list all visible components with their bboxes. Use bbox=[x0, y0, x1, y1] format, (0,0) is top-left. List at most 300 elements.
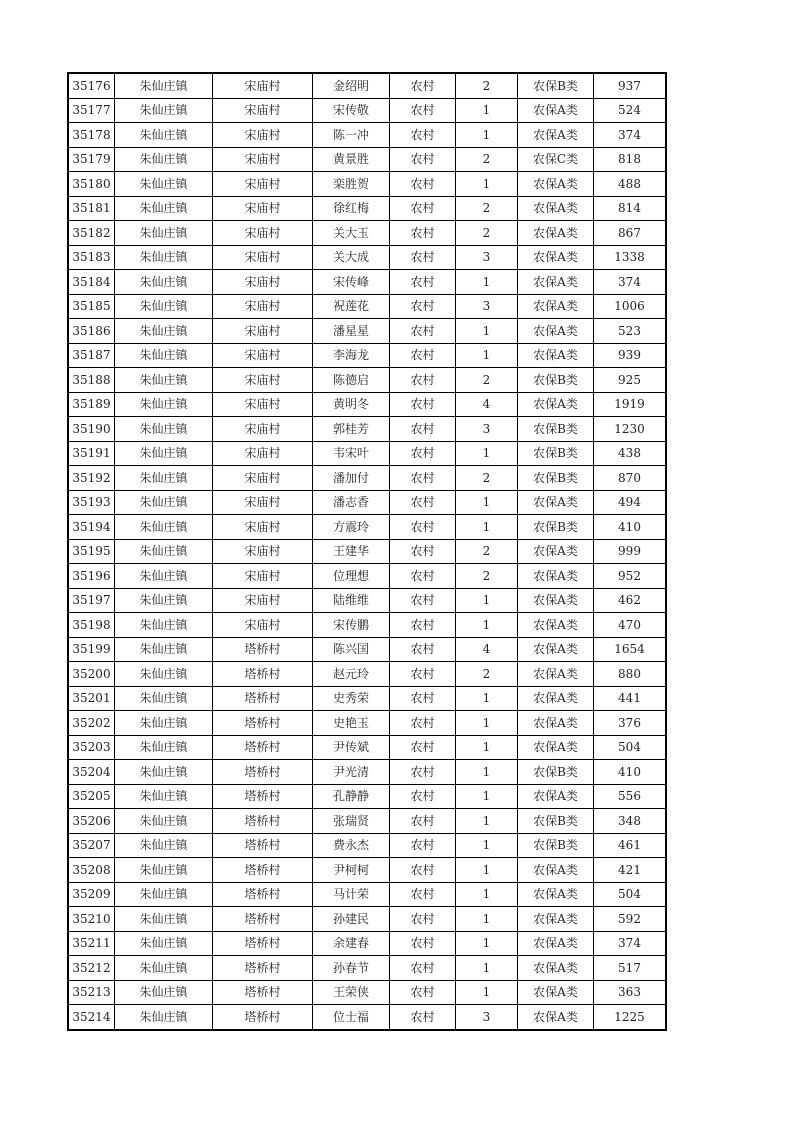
name-cell: 韦宋叶 bbox=[313, 441, 390, 466]
table-row bbox=[68, 196, 666, 221]
household-size-cell: 1 bbox=[456, 882, 518, 907]
table-row bbox=[68, 858, 666, 883]
table-row bbox=[68, 270, 666, 295]
table-row bbox=[68, 123, 666, 148]
insurance-type-cell: 农保A类 bbox=[518, 1005, 594, 1030]
insurance-type-cell: 农保A类 bbox=[518, 907, 594, 932]
name-cell: 王建华 bbox=[313, 539, 390, 564]
name-cell: 潘加付 bbox=[313, 466, 390, 491]
area-type-cell: 农村 bbox=[390, 392, 456, 417]
household-size-cell: 1 bbox=[456, 735, 518, 760]
insurance-type-cell: 农保A类 bbox=[518, 270, 594, 295]
town-cell: 朱仙庄镇 bbox=[115, 784, 213, 809]
amount-cell: 1338 bbox=[594, 245, 667, 270]
area-type-cell: 农村 bbox=[390, 882, 456, 907]
household-size-cell: 1 bbox=[456, 931, 518, 956]
name-cell: 史艳玉 bbox=[313, 711, 390, 736]
village-cell: 塔桥村 bbox=[213, 637, 313, 662]
area-type-cell: 农村 bbox=[390, 123, 456, 148]
village-cell: 塔桥村 bbox=[213, 711, 313, 736]
household-size-cell: 1 bbox=[456, 319, 518, 344]
village-cell: 塔桥村 bbox=[213, 907, 313, 932]
household-size-cell: 1 bbox=[456, 588, 518, 613]
amount-cell: 524 bbox=[594, 98, 667, 123]
area-type-cell: 农村 bbox=[390, 760, 456, 785]
amount-cell: 556 bbox=[594, 784, 667, 809]
amount-cell: 870 bbox=[594, 466, 667, 491]
town-cell: 朱仙庄镇 bbox=[115, 637, 213, 662]
name-cell: 金绍明 bbox=[313, 73, 390, 98]
household-size-cell: 1 bbox=[456, 784, 518, 809]
name-cell: 关大玉 bbox=[313, 221, 390, 246]
insurance-type-cell: 农保A类 bbox=[518, 392, 594, 417]
town-cell: 朱仙庄镇 bbox=[115, 760, 213, 785]
name-cell: 关大成 bbox=[313, 245, 390, 270]
area-type-cell: 农村 bbox=[390, 147, 456, 172]
area-type-cell: 农村 bbox=[390, 319, 456, 344]
insurance-type-cell: 农保A类 bbox=[518, 662, 594, 687]
household-size-cell: 2 bbox=[456, 564, 518, 589]
serial-number-cell: 35192 bbox=[68, 466, 115, 491]
town-cell: 朱仙庄镇 bbox=[115, 123, 213, 148]
name-cell: 陈兴国 bbox=[313, 637, 390, 662]
amount-cell: 818 bbox=[594, 147, 667, 172]
table-row bbox=[68, 784, 666, 809]
village-cell: 宋庙村 bbox=[213, 343, 313, 368]
area-type-cell: 农村 bbox=[390, 221, 456, 246]
town-cell: 朱仙庄镇 bbox=[115, 147, 213, 172]
insurance-type-cell: 农保A类 bbox=[518, 564, 594, 589]
amount-cell: 999 bbox=[594, 539, 667, 564]
serial-number-cell: 35194 bbox=[68, 515, 115, 540]
area-type-cell: 农村 bbox=[390, 833, 456, 858]
household-size-cell: 1 bbox=[456, 760, 518, 785]
area-type-cell: 农村 bbox=[390, 441, 456, 466]
name-cell: 陈德启 bbox=[313, 368, 390, 393]
table-row bbox=[68, 613, 666, 638]
table-row bbox=[68, 637, 666, 662]
table-row bbox=[68, 1005, 666, 1030]
serial-number-cell: 35214 bbox=[68, 1005, 115, 1030]
table-row bbox=[68, 466, 666, 491]
household-size-cell: 1 bbox=[456, 515, 518, 540]
serial-number-cell: 35208 bbox=[68, 858, 115, 883]
town-cell: 朱仙庄镇 bbox=[115, 539, 213, 564]
table-row bbox=[68, 319, 666, 344]
village-cell: 塔桥村 bbox=[213, 760, 313, 785]
insurance-type-cell: 农保B类 bbox=[518, 441, 594, 466]
village-cell: 塔桥村 bbox=[213, 833, 313, 858]
town-cell: 朱仙庄镇 bbox=[115, 833, 213, 858]
village-cell: 宋庙村 bbox=[213, 319, 313, 344]
amount-cell: 952 bbox=[594, 564, 667, 589]
household-size-cell: 2 bbox=[456, 466, 518, 491]
household-size-cell: 1 bbox=[456, 613, 518, 638]
insurance-type-cell: 农保A类 bbox=[518, 588, 594, 613]
serial-number-cell: 35213 bbox=[68, 980, 115, 1005]
table-row bbox=[68, 956, 666, 981]
village-cell: 宋庙村 bbox=[213, 196, 313, 221]
insurance-type-cell: 农保A类 bbox=[518, 319, 594, 344]
insurance-type-cell: 农保A类 bbox=[518, 711, 594, 736]
serial-number-cell: 35178 bbox=[68, 123, 115, 148]
area-type-cell: 农村 bbox=[390, 588, 456, 613]
name-cell: 尹光清 bbox=[313, 760, 390, 785]
insurance-type-cell: 农保A类 bbox=[518, 784, 594, 809]
table-row bbox=[68, 539, 666, 564]
table-row bbox=[68, 515, 666, 540]
serial-number-cell: 35206 bbox=[68, 809, 115, 834]
town-cell: 朱仙庄镇 bbox=[115, 662, 213, 687]
amount-cell: 925 bbox=[594, 368, 667, 393]
household-size-cell: 1 bbox=[456, 809, 518, 834]
village-cell: 塔桥村 bbox=[213, 686, 313, 711]
amount-cell: 410 bbox=[594, 515, 667, 540]
household-size-cell: 3 bbox=[456, 245, 518, 270]
area-type-cell: 农村 bbox=[390, 368, 456, 393]
area-type-cell: 农村 bbox=[390, 98, 456, 123]
amount-cell: 592 bbox=[594, 907, 667, 932]
serial-number-cell: 35191 bbox=[68, 441, 115, 466]
insurance-type-cell: 农保B类 bbox=[518, 809, 594, 834]
serial-number-cell: 35187 bbox=[68, 343, 115, 368]
insurance-type-cell: 农保A类 bbox=[518, 196, 594, 221]
village-cell: 宋庙村 bbox=[213, 245, 313, 270]
area-type-cell: 农村 bbox=[390, 196, 456, 221]
serial-number-cell: 35179 bbox=[68, 147, 115, 172]
village-cell: 宋庙村 bbox=[213, 147, 313, 172]
serial-number-cell: 35200 bbox=[68, 662, 115, 687]
insurance-type-cell: 农保A类 bbox=[518, 931, 594, 956]
serial-number-cell: 35199 bbox=[68, 637, 115, 662]
town-cell: 朱仙庄镇 bbox=[115, 735, 213, 760]
household-size-cell: 4 bbox=[456, 637, 518, 662]
serial-number-cell: 35209 bbox=[68, 882, 115, 907]
table-row bbox=[68, 98, 666, 123]
amount-cell: 462 bbox=[594, 588, 667, 613]
amount-cell: 1919 bbox=[594, 392, 667, 417]
serial-number-cell: 35181 bbox=[68, 196, 115, 221]
village-cell: 塔桥村 bbox=[213, 858, 313, 883]
table-body bbox=[68, 73, 666, 1030]
amount-cell: 374 bbox=[594, 270, 667, 295]
serial-number-cell: 35180 bbox=[68, 172, 115, 197]
town-cell: 朱仙庄镇 bbox=[115, 490, 213, 515]
name-cell: 孔静静 bbox=[313, 784, 390, 809]
name-cell: 栾胜贺 bbox=[313, 172, 390, 197]
household-size-cell: 1 bbox=[456, 172, 518, 197]
area-type-cell: 农村 bbox=[390, 73, 456, 98]
name-cell: 王荣侠 bbox=[313, 980, 390, 1005]
village-cell: 塔桥村 bbox=[213, 882, 313, 907]
village-cell: 塔桥村 bbox=[213, 809, 313, 834]
name-cell: 尹传斌 bbox=[313, 735, 390, 760]
serial-number-cell: 35197 bbox=[68, 588, 115, 613]
household-size-cell: 1 bbox=[456, 711, 518, 736]
amount-cell: 1230 bbox=[594, 417, 667, 442]
insurance-type-cell: 农保A类 bbox=[518, 490, 594, 515]
household-size-cell: 1 bbox=[456, 907, 518, 932]
name-cell: 宋传峰 bbox=[313, 270, 390, 295]
village-cell: 宋庙村 bbox=[213, 588, 313, 613]
area-type-cell: 农村 bbox=[390, 490, 456, 515]
town-cell: 朱仙庄镇 bbox=[115, 368, 213, 393]
name-cell: 祝莲花 bbox=[313, 294, 390, 319]
area-type-cell: 农村 bbox=[390, 809, 456, 834]
amount-cell: 523 bbox=[594, 319, 667, 344]
area-type-cell: 农村 bbox=[390, 270, 456, 295]
amount-cell: 937 bbox=[594, 73, 667, 98]
area-type-cell: 农村 bbox=[390, 172, 456, 197]
name-cell: 孙春节 bbox=[313, 956, 390, 981]
amount-cell: 1006 bbox=[594, 294, 667, 319]
name-cell: 位理想 bbox=[313, 564, 390, 589]
village-cell: 塔桥村 bbox=[213, 931, 313, 956]
town-cell: 朱仙庄镇 bbox=[115, 931, 213, 956]
area-type-cell: 农村 bbox=[390, 1005, 456, 1030]
table-row bbox=[68, 882, 666, 907]
serial-number-cell: 35188 bbox=[68, 368, 115, 393]
household-size-cell: 3 bbox=[456, 294, 518, 319]
household-size-cell: 2 bbox=[456, 662, 518, 687]
amount-cell: 438 bbox=[594, 441, 667, 466]
amount-cell: 374 bbox=[594, 931, 667, 956]
name-cell: 方震玲 bbox=[313, 515, 390, 540]
serial-number-cell: 35193 bbox=[68, 490, 115, 515]
amount-cell: 814 bbox=[594, 196, 667, 221]
insurance-type-cell: 农保B类 bbox=[518, 73, 594, 98]
table-row bbox=[68, 588, 666, 613]
table-row bbox=[68, 735, 666, 760]
town-cell: 朱仙庄镇 bbox=[115, 73, 213, 98]
data-table bbox=[67, 72, 667, 1031]
table-row bbox=[68, 392, 666, 417]
area-type-cell: 农村 bbox=[390, 662, 456, 687]
table-row bbox=[68, 980, 666, 1005]
name-cell: 孙建民 bbox=[313, 907, 390, 932]
amount-cell: 488 bbox=[594, 172, 667, 197]
name-cell: 黄明冬 bbox=[313, 392, 390, 417]
table-row bbox=[68, 441, 666, 466]
area-type-cell: 农村 bbox=[390, 245, 456, 270]
serial-number-cell: 35196 bbox=[68, 564, 115, 589]
town-cell: 朱仙庄镇 bbox=[115, 1005, 213, 1030]
household-size-cell: 3 bbox=[456, 1005, 518, 1030]
village-cell: 宋庙村 bbox=[213, 490, 313, 515]
town-cell: 朱仙庄镇 bbox=[115, 515, 213, 540]
household-size-cell: 1 bbox=[456, 490, 518, 515]
table-row bbox=[68, 147, 666, 172]
village-cell: 宋庙村 bbox=[213, 123, 313, 148]
town-cell: 朱仙庄镇 bbox=[115, 294, 213, 319]
name-cell: 史秀荣 bbox=[313, 686, 390, 711]
area-type-cell: 农村 bbox=[390, 466, 456, 491]
serial-number-cell: 35176 bbox=[68, 73, 115, 98]
insurance-type-cell: 农保C类 bbox=[518, 147, 594, 172]
household-size-cell: 1 bbox=[456, 343, 518, 368]
name-cell: 赵元玲 bbox=[313, 662, 390, 687]
area-type-cell: 农村 bbox=[390, 515, 456, 540]
household-size-cell: 2 bbox=[456, 368, 518, 393]
town-cell: 朱仙庄镇 bbox=[115, 711, 213, 736]
town-cell: 朱仙庄镇 bbox=[115, 686, 213, 711]
area-type-cell: 农村 bbox=[390, 417, 456, 442]
serial-number-cell: 35202 bbox=[68, 711, 115, 736]
town-cell: 朱仙庄镇 bbox=[115, 417, 213, 442]
serial-number-cell: 35203 bbox=[68, 735, 115, 760]
insurance-type-cell: 农保A类 bbox=[518, 686, 594, 711]
table-row bbox=[68, 711, 666, 736]
area-type-cell: 农村 bbox=[390, 686, 456, 711]
table-row bbox=[68, 73, 666, 98]
town-cell: 朱仙庄镇 bbox=[115, 588, 213, 613]
amount-cell: 867 bbox=[594, 221, 667, 246]
amount-cell: 470 bbox=[594, 613, 667, 638]
insurance-type-cell: 农保A类 bbox=[518, 637, 594, 662]
area-type-cell: 农村 bbox=[390, 343, 456, 368]
serial-number-cell: 35185 bbox=[68, 294, 115, 319]
area-type-cell: 农村 bbox=[390, 735, 456, 760]
table-row bbox=[68, 931, 666, 956]
area-type-cell: 农村 bbox=[390, 613, 456, 638]
town-cell: 朱仙庄镇 bbox=[115, 564, 213, 589]
town-cell: 朱仙庄镇 bbox=[115, 270, 213, 295]
name-cell: 郭桂芳 bbox=[313, 417, 390, 442]
town-cell: 朱仙庄镇 bbox=[115, 98, 213, 123]
household-size-cell: 2 bbox=[456, 196, 518, 221]
area-type-cell: 农村 bbox=[390, 294, 456, 319]
insurance-type-cell: 农保A类 bbox=[518, 980, 594, 1005]
household-size-cell: 1 bbox=[456, 270, 518, 295]
table-row bbox=[68, 343, 666, 368]
town-cell: 朱仙庄镇 bbox=[115, 858, 213, 883]
village-cell: 宋庙村 bbox=[213, 417, 313, 442]
household-size-cell: 1 bbox=[456, 833, 518, 858]
village-cell: 宋庙村 bbox=[213, 441, 313, 466]
name-cell: 潘星星 bbox=[313, 319, 390, 344]
amount-cell: 374 bbox=[594, 123, 667, 148]
serial-number-cell: 35182 bbox=[68, 221, 115, 246]
household-size-cell: 2 bbox=[456, 147, 518, 172]
serial-number-cell: 35198 bbox=[68, 613, 115, 638]
household-size-cell: 3 bbox=[456, 417, 518, 442]
village-cell: 宋庙村 bbox=[213, 270, 313, 295]
insurance-type-cell: 农保A类 bbox=[518, 221, 594, 246]
amount-cell: 1654 bbox=[594, 637, 667, 662]
village-cell: 宋庙村 bbox=[213, 73, 313, 98]
name-cell: 潘志香 bbox=[313, 490, 390, 515]
serial-number-cell: 35189 bbox=[68, 392, 115, 417]
household-size-cell: 1 bbox=[456, 980, 518, 1005]
table-row bbox=[68, 294, 666, 319]
insurance-type-cell: 农保A类 bbox=[518, 245, 594, 270]
town-cell: 朱仙庄镇 bbox=[115, 882, 213, 907]
village-cell: 宋庙村 bbox=[213, 98, 313, 123]
name-cell: 宋传敬 bbox=[313, 98, 390, 123]
area-type-cell: 农村 bbox=[390, 931, 456, 956]
insurance-type-cell: 农保B类 bbox=[518, 760, 594, 785]
table-row bbox=[68, 490, 666, 515]
table-row bbox=[68, 564, 666, 589]
town-cell: 朱仙庄镇 bbox=[115, 392, 213, 417]
household-size-cell: 1 bbox=[456, 858, 518, 883]
town-cell: 朱仙庄镇 bbox=[115, 245, 213, 270]
area-type-cell: 农村 bbox=[390, 956, 456, 981]
serial-number-cell: 35212 bbox=[68, 956, 115, 981]
insurance-type-cell: 农保B类 bbox=[518, 515, 594, 540]
town-cell: 朱仙庄镇 bbox=[115, 466, 213, 491]
serial-number-cell: 35204 bbox=[68, 760, 115, 785]
name-cell: 陆维维 bbox=[313, 588, 390, 613]
table-row bbox=[68, 221, 666, 246]
household-size-cell: 1 bbox=[456, 441, 518, 466]
amount-cell: 461 bbox=[594, 833, 667, 858]
name-cell: 尹柯柯 bbox=[313, 858, 390, 883]
name-cell: 余建春 bbox=[313, 931, 390, 956]
area-type-cell: 农村 bbox=[390, 980, 456, 1005]
insurance-type-cell: 农保A类 bbox=[518, 343, 594, 368]
amount-cell: 517 bbox=[594, 956, 667, 981]
table-row bbox=[68, 833, 666, 858]
village-cell: 宋庙村 bbox=[213, 221, 313, 246]
village-cell: 宋庙村 bbox=[213, 294, 313, 319]
village-cell: 塔桥村 bbox=[213, 662, 313, 687]
area-type-cell: 农村 bbox=[390, 858, 456, 883]
insurance-type-cell: 农保B类 bbox=[518, 833, 594, 858]
insurance-type-cell: 农保A类 bbox=[518, 613, 594, 638]
name-cell: 宋传鹏 bbox=[313, 613, 390, 638]
village-cell: 宋庙村 bbox=[213, 368, 313, 393]
area-type-cell: 农村 bbox=[390, 784, 456, 809]
insurance-type-cell: 农保A类 bbox=[518, 882, 594, 907]
household-size-cell: 2 bbox=[456, 539, 518, 564]
serial-number-cell: 35210 bbox=[68, 907, 115, 932]
insurance-type-cell: 农保A类 bbox=[518, 123, 594, 148]
area-type-cell: 农村 bbox=[390, 564, 456, 589]
town-cell: 朱仙庄镇 bbox=[115, 980, 213, 1005]
insurance-type-cell: 农保A类 bbox=[518, 294, 594, 319]
amount-cell: 363 bbox=[594, 980, 667, 1005]
name-cell: 徐红梅 bbox=[313, 196, 390, 221]
town-cell: 朱仙庄镇 bbox=[115, 809, 213, 834]
town-cell: 朱仙庄镇 bbox=[115, 172, 213, 197]
table-row bbox=[68, 662, 666, 687]
insurance-type-cell: 农保B类 bbox=[518, 417, 594, 442]
table-row bbox=[68, 809, 666, 834]
name-cell: 费永杰 bbox=[313, 833, 390, 858]
town-cell: 朱仙庄镇 bbox=[115, 441, 213, 466]
village-cell: 宋庙村 bbox=[213, 515, 313, 540]
household-size-cell: 1 bbox=[456, 123, 518, 148]
insurance-type-cell: 农保A类 bbox=[518, 858, 594, 883]
serial-number-cell: 35205 bbox=[68, 784, 115, 809]
insurance-type-cell: 农保A类 bbox=[518, 956, 594, 981]
village-cell: 宋庙村 bbox=[213, 613, 313, 638]
village-cell: 塔桥村 bbox=[213, 1005, 313, 1030]
name-cell: 张瑞贤 bbox=[313, 809, 390, 834]
name-cell: 马计荣 bbox=[313, 882, 390, 907]
serial-number-cell: 35177 bbox=[68, 98, 115, 123]
amount-cell: 504 bbox=[594, 882, 667, 907]
table-row bbox=[68, 686, 666, 711]
village-cell: 塔桥村 bbox=[213, 980, 313, 1005]
village-cell: 宋庙村 bbox=[213, 392, 313, 417]
amount-cell: 410 bbox=[594, 760, 667, 785]
serial-number-cell: 35211 bbox=[68, 931, 115, 956]
area-type-cell: 农村 bbox=[390, 907, 456, 932]
insurance-type-cell: 农保A类 bbox=[518, 98, 594, 123]
village-cell: 宋庙村 bbox=[213, 564, 313, 589]
